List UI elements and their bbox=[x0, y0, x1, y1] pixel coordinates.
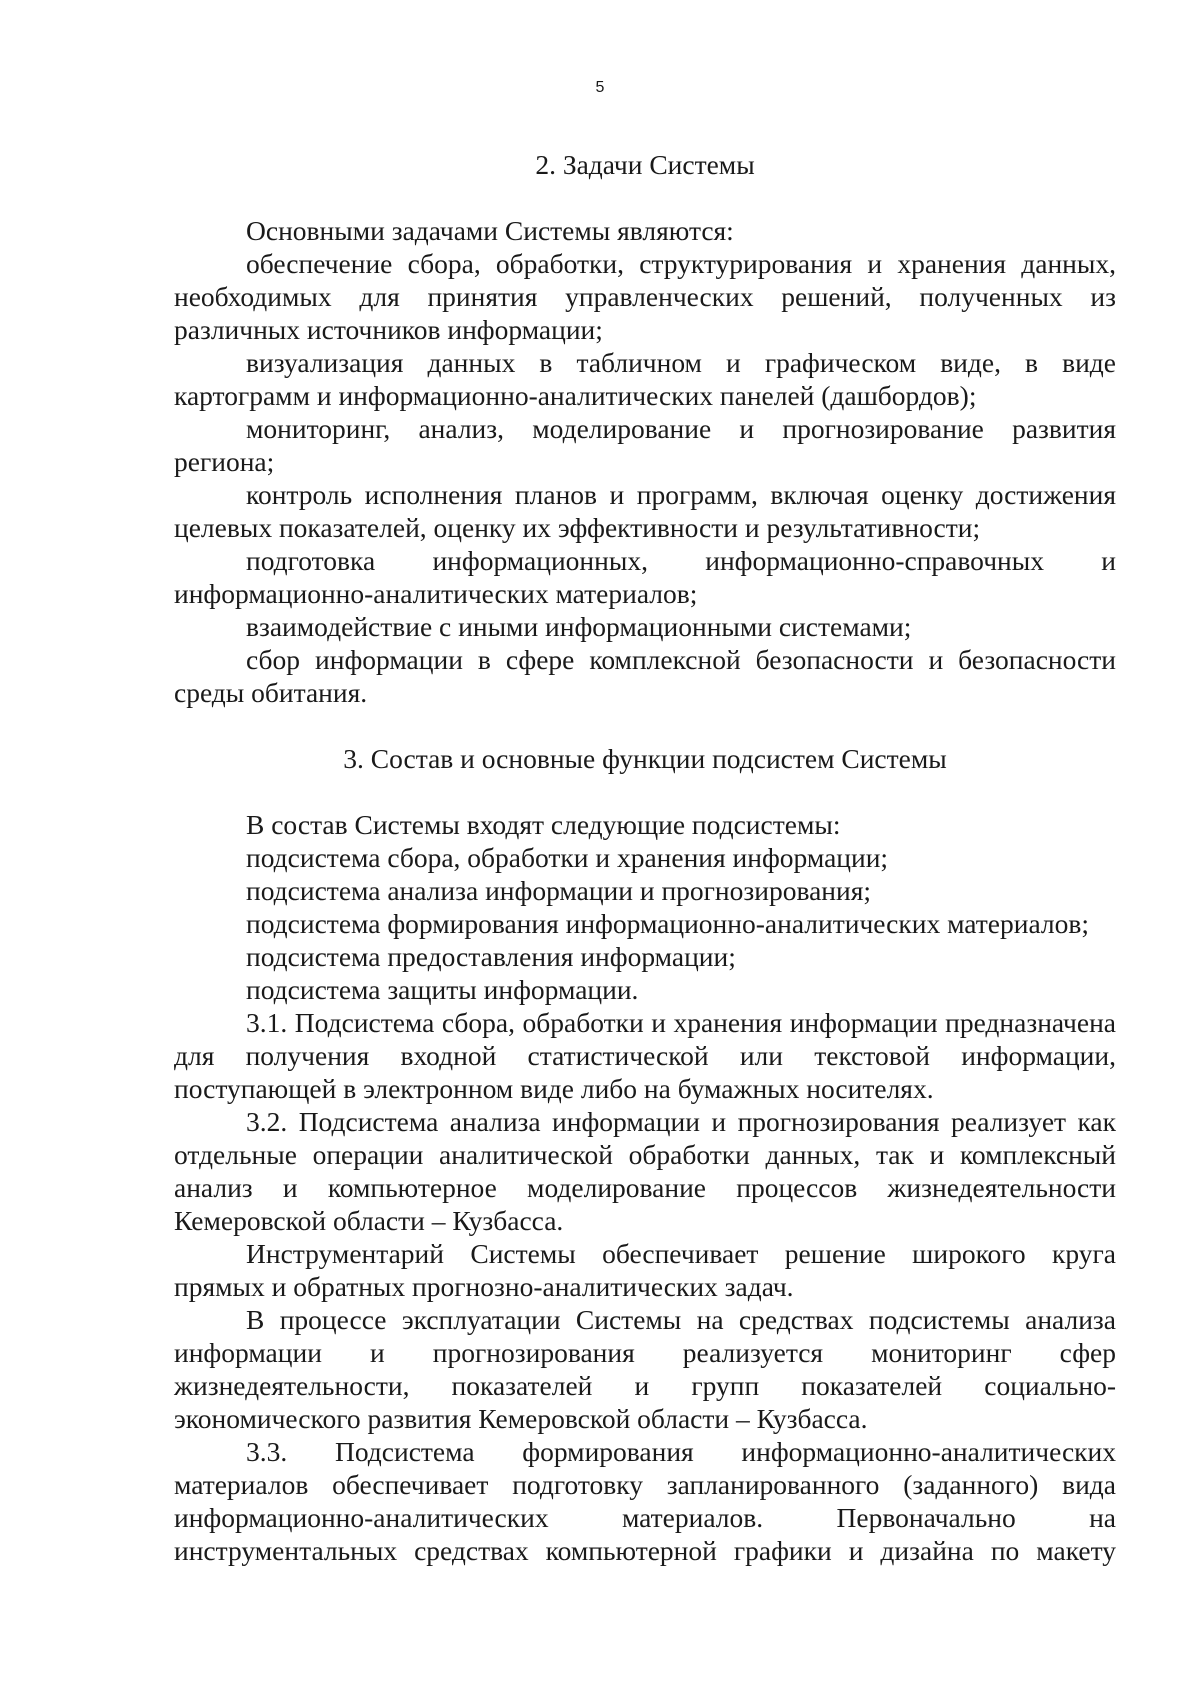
section-2-heading: 2. Задачи Системы bbox=[535, 149, 755, 180]
task-item: подготовка информационных, информационно-справочных и информационно-аналитических материалов; bbox=[174, 545, 1116, 609]
subsystem-item: подсистема формирования информационно-аналитических материалов; bbox=[246, 908, 1090, 939]
section-2-intro: Основными задачами Системы являются: bbox=[246, 215, 734, 246]
task-item: обеспечение сбора, обработки, структурирования и хранения данных, необходимых для принятия управленческих решений, полученных из различных источников информации; bbox=[174, 248, 1116, 345]
subsystem-item: подсистема сбора, обработки и хранения информации; bbox=[246, 842, 889, 873]
subsystem-item: подсистема предоставления информации; bbox=[246, 941, 736, 972]
section-3-intro: В состав Системы входят следующие подсистемы: bbox=[246, 809, 841, 840]
subsystem-item: подсистема защиты информации. bbox=[246, 974, 639, 1005]
task-item: контроль исполнения планов и программ, включая оценку достижения целевых показателей, оценку их эффективности и результативности; bbox=[174, 479, 1116, 543]
paragraph-3-1: 3.1. Подсистема сбора, обработки и хранения информации предназначена для получения входной статистической или текстовой информации, поступающей в электронном виде либо на бумажных носителях. bbox=[174, 1007, 1116, 1104]
subsystem-item: подсистема анализа информации и прогнозирования; bbox=[246, 875, 872, 906]
paragraph-3-3: 3.3. Подсистема формирования информационно-аналитических материалов обеспечивает подготовку запланированного (заданного) вида информационно-аналитических материалов. Первоначально на инструментальных средствах компьютерной графики и дизайна по макету bbox=[174, 1436, 1116, 1566]
paragraph-3-2: 3.2. Подсистема анализа информации и прогнозирования реализует как отдельные операции аналитической обработки данных, так и комплексный анализ и компьютерное моделирование процессов жизнедеятельности Кемеровской области – Кузбасса. bbox=[174, 1106, 1116, 1236]
task-item: сбор информации в сфере комплексной безопасности и безопасности среды обитания. bbox=[174, 644, 1116, 708]
paragraph-monitoring: В процессе эксплуатации Системы на средствах подсистемы анализа информации и прогнозирования реализуется мониторинг сфер жизнедеятельности, показателей и групп показателей социально-экономического развития Кемеровской области – Кузбасса. bbox=[174, 1304, 1116, 1434]
paragraph-toolkit: Инструментарий Системы обеспечивает решение широкого круга прямых и обратных прогнозно-аналитических задач. bbox=[174, 1238, 1116, 1302]
section-3-heading: 3. Состав и основные функции подсистем Системы bbox=[343, 743, 947, 774]
page-number: 5 bbox=[595, 79, 605, 96]
task-item: взаимодействие с иными информационными системами; bbox=[246, 611, 912, 642]
document-body bbox=[174, 148, 1116, 1567]
task-item: визуализация данных в табличном и графическом виде, в виде картограмм и информационно-аналитических панелей (дашбордов); bbox=[174, 347, 1116, 411]
task-item: мониторинг, анализ, моделирование и прогнозирование развития региона; bbox=[174, 413, 1116, 477]
